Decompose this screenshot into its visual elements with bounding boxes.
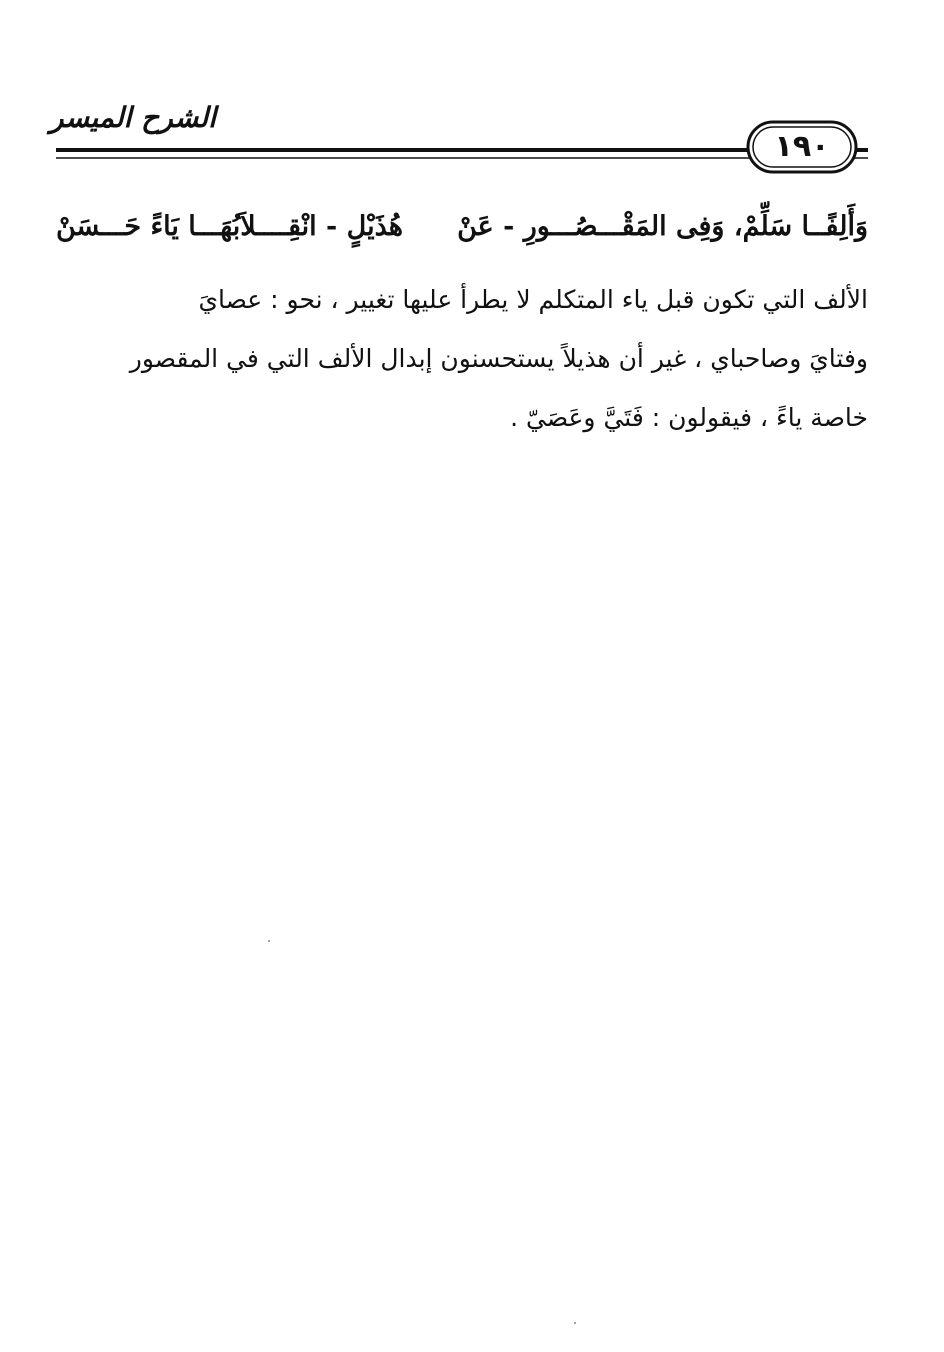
poem-verse: [56, 202, 868, 252]
verse-first-hemistich: وَأَلِفًــا سَلِّمْ، وَفِى المَقْـــصُـــورِ - عَنْ: [457, 211, 868, 242]
commentary-line-3: خاصة ياءً ، فيقولون : فَتَيَّ وعَصَيّ .: [510, 403, 868, 432]
scan-speck: [268, 940, 270, 942]
scan-speck: [574, 1322, 576, 1324]
commentary-line-2: وفتايَ وصاحباي ، غير أن هذيلاً يستحسنون إبدال الألف التي في المقصور: [129, 344, 868, 373]
page-number: ١٩٠: [774, 129, 830, 164]
commentary-line-1: الألف التي تكون قبل ياء المتكلم لا يطرأ عليها تغيير ، نحو : عصايَ: [198, 285, 868, 314]
verse-second-hemistich: هُذَيْلٍ - انْقِــــلاَبُهَـــا يَاءً حَـــسَنْ: [56, 211, 404, 242]
running-header-title: الشرح الميسر: [50, 101, 216, 134]
